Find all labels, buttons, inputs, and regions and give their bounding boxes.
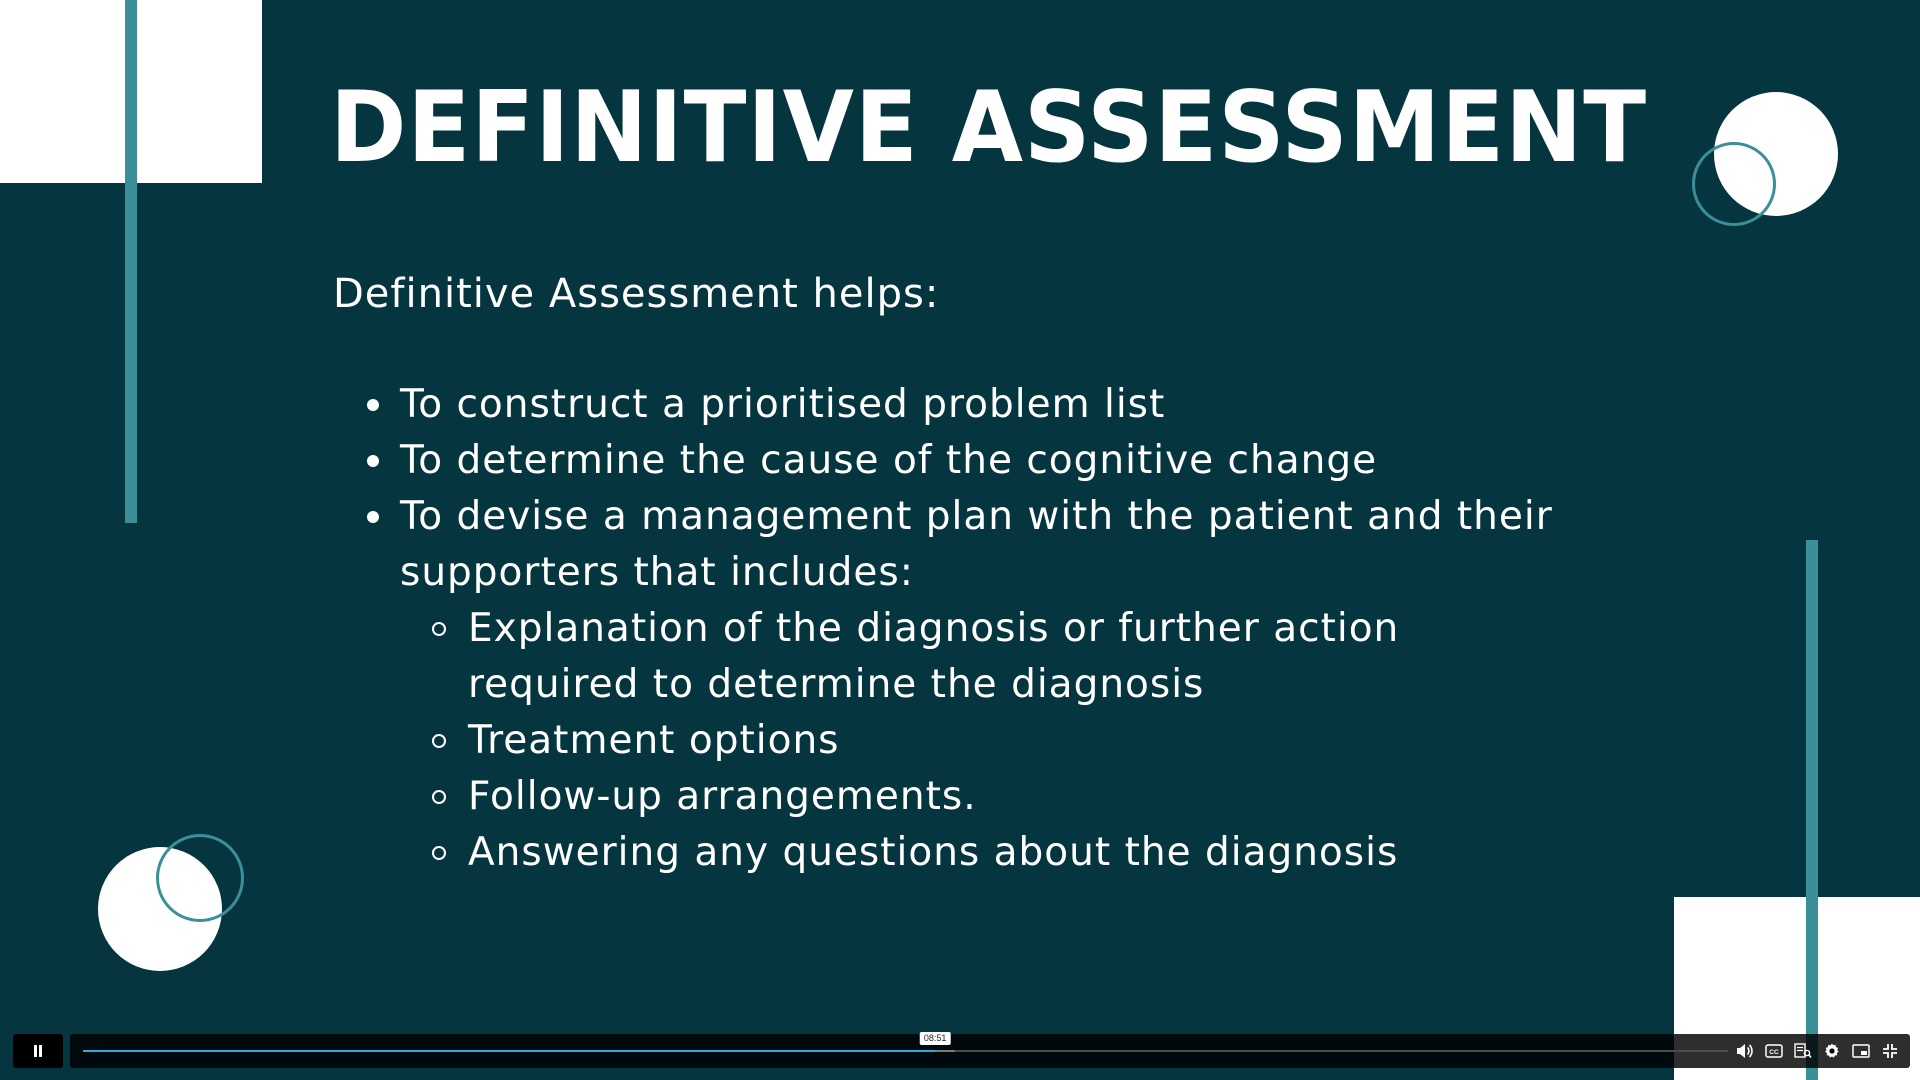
- decorative-ring-bottom-left: [156, 834, 244, 922]
- sub-bullet-text: Treatment options: [468, 718, 840, 763]
- volume-icon: [1736, 1043, 1754, 1059]
- bullet-item: [400, 433, 1630, 489]
- exit-fullscreen-icon: [1882, 1043, 1898, 1059]
- decorative-bar-right: [1806, 540, 1818, 1080]
- sub-bullet-list: [400, 601, 1630, 881]
- seek-progress: [83, 1050, 935, 1052]
- volume-button[interactable]: [1735, 1041, 1755, 1061]
- bullet-text-continued: supporters that includes:: [400, 550, 914, 595]
- sub-bullet-item: [468, 769, 1630, 825]
- sub-bullet-item: [468, 825, 1630, 881]
- settings-button[interactable]: [1822, 1041, 1842, 1061]
- seek-bar[interactable]: [83, 1033, 1728, 1052]
- pause-icon: [33, 1045, 43, 1057]
- seek-buffered: [935, 1050, 955, 1052]
- transcript-button[interactable]: [1793, 1041, 1813, 1061]
- pip-icon: [1852, 1044, 1870, 1058]
- decorative-ring-top-right: [1692, 142, 1776, 226]
- bullet-item: [400, 489, 1630, 881]
- pip-button[interactable]: [1851, 1041, 1871, 1061]
- sub-bullet-text: Answering any questions about the diagnosis: [468, 830, 1399, 875]
- sub-bullet-item: [468, 713, 1630, 769]
- bullet-text: To determine the cause of the cognitive change: [400, 438, 1378, 483]
- slide-title: DEFINITIVE ASSESSMENT: [330, 71, 1647, 185]
- sub-bullet-text: Follow-up arrangements.: [468, 774, 977, 819]
- sub-bullet-text-continued: required to determine the diagnosis: [468, 662, 1205, 707]
- settings-icon: [1823, 1042, 1841, 1060]
- captions-button[interactable]: [1764, 1041, 1784, 1061]
- control-icons: [1735, 1034, 1900, 1068]
- current-time-tooltip: 08:51: [920, 1032, 951, 1045]
- bullet-item: [400, 377, 1630, 433]
- slide-intro: Definitive Assessment helps:: [333, 271, 940, 317]
- player-controls: [0, 1034, 1920, 1068]
- sub-bullet-text: Explanation of the diagnosis or further action: [468, 606, 1400, 651]
- bullet-text: To construct a prioritised problem list: [400, 382, 1166, 427]
- svg-text:CC: CC: [1769, 1049, 1779, 1056]
- exit-fullscreen-button[interactable]: [1880, 1041, 1900, 1061]
- sub-bullet-item: [468, 601, 1630, 713]
- bullet-text: To devise a management plan with the patient and their: [400, 494, 1553, 539]
- bullet-list: [400, 377, 1630, 881]
- transcript-icon: [1794, 1043, 1812, 1059]
- captions-icon: [1765, 1044, 1783, 1058]
- decorative-bar-left: [125, 0, 137, 523]
- pause-button[interactable]: [13, 1034, 63, 1068]
- control-strip: [70, 1034, 1910, 1068]
